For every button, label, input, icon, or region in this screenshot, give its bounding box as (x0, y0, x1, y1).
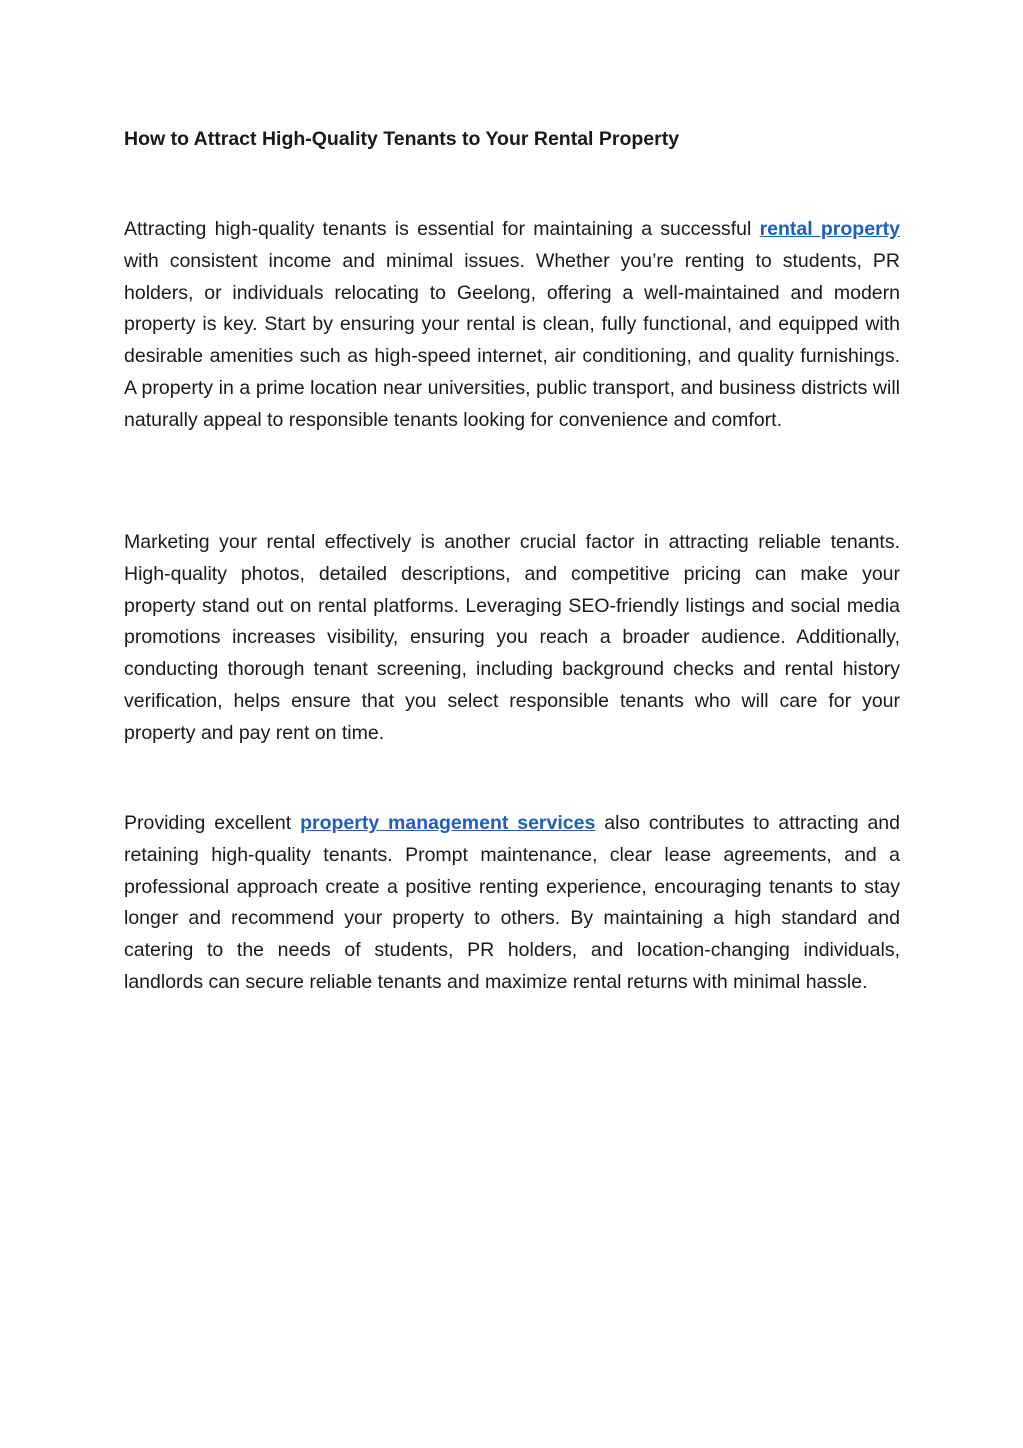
paragraph-rental-attraction (124, 214, 900, 437)
paragraph-text: with consistent income and minimal issues. Whether you’re renting to students, PR holders, or individuals relocating to Geelong, offering a well-maintained and modern property is key. Start by ensuring your rental is clean, fully functional, and equipped with desirable amenities such as high-speed internet, air conditioning, and quality furnishings. A property in a prime location near universities, public transport, and business districts will naturally appeal to responsible tenants looking for convenience and comfort. (124, 249, 900, 431)
paragraph-text: Marketing your rental effectively is another crucial factor in attracting reliable tenants. High-quality photos, detailed descriptions, and competitive pricing can make your property stand out on rental platforms. Leveraging SEO-friendly listings and social media promotions increases visibility, ensuring you reach a broader audience. Additionally, conducting thorough tenant screening, including background checks and rental history verification, helps ensure that you select responsible tenants who will care for your property and pay rent on time. (124, 531, 900, 744)
rental-property-link[interactable]: rental property (759, 218, 900, 240)
paragraph-text: Providing excellent (124, 812, 301, 834)
paragraph-property-management (124, 808, 900, 999)
paragraph-text: also contributes to attracting and retaining high-quality tenants. Prompt maintenance, clear lease agreements, and a professional approach create a positive renting experience, encouraging tenants to stay longer and recommend your property to others. By maintaining a high standard and catering to the needs of students, PR holders, and location-changing individuals, landlords can secure reliable tenants and maximize rental returns with minimal hassle. (124, 812, 900, 993)
property-management-services-link[interactable]: property management services (300, 812, 596, 834)
paragraph-text: Attracting high-quality tenants is essential for maintaining a successful (124, 218, 760, 240)
document-title: How to Attract High-Quality Tenants to Your Rental Property (124, 128, 680, 150)
paragraph-marketing (124, 527, 900, 750)
